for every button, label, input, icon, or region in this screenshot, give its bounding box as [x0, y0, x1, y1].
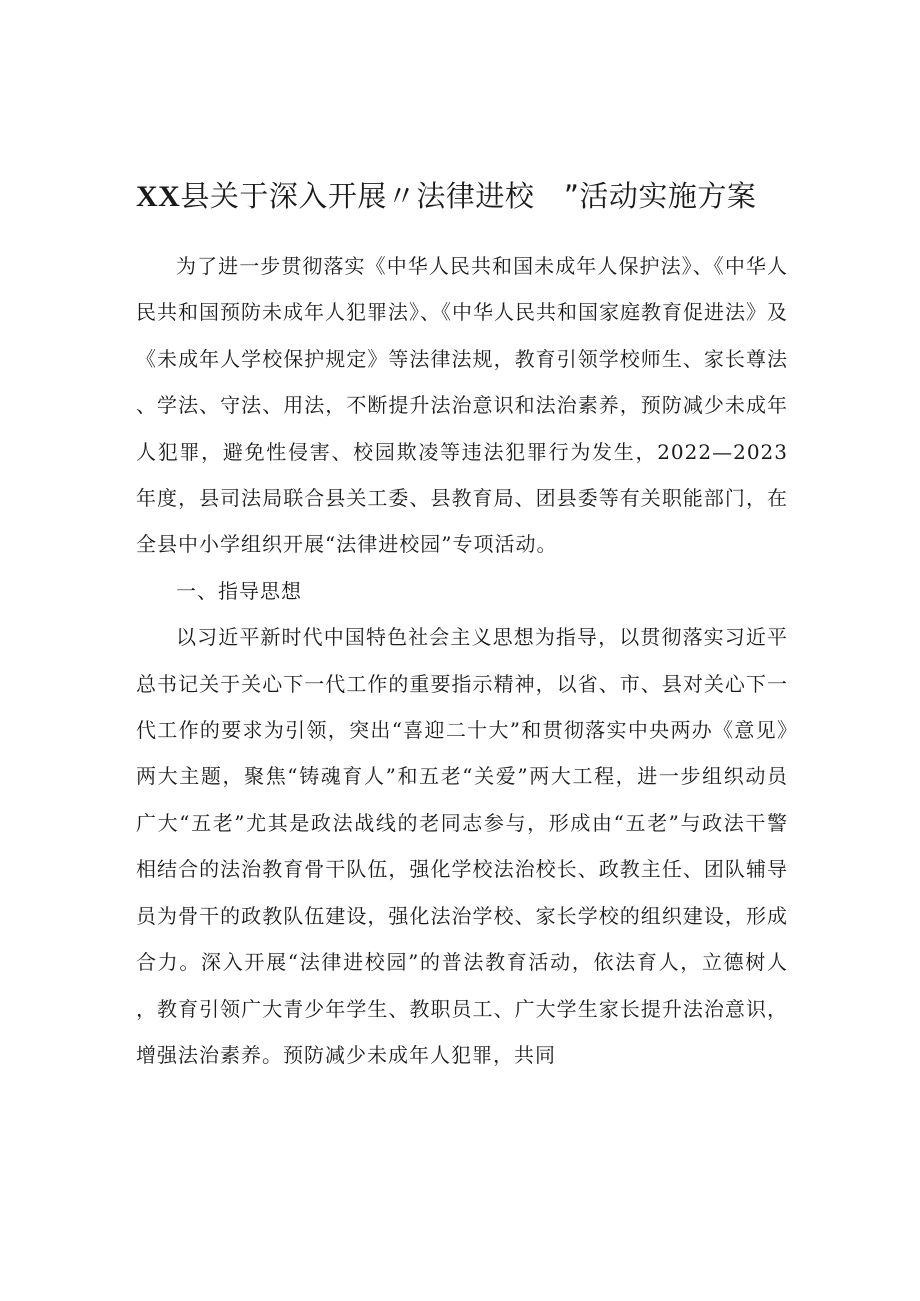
- document-body: [136, 243, 788, 1078]
- title-text: 县关于深入开展〃法律进校 ”活动实施方案: [180, 179, 757, 213]
- title-county-placeholder: XX: [136, 180, 181, 213]
- document-title: [136, 172, 796, 221]
- section-heading-guiding-ideology: 一、指导思想: [176, 578, 302, 603]
- guiding-ideology-paragraph: 以习近平新时代中国特色社会主义思想为指导，以贯彻落实习近平总书记关于关心下一代工作的重要指示精神，以省、市、县对关心下一代工作的要求为引领，突出“喜迎二十大”和贯彻落实中央两办《意见》两大主题，聚焦“铸魂育人”和五老“关爱”两大工程，进一步组织动员广大“五老”尤其是政法战线的老同志参与，形成由“五老”与政法干警相结合的法治教育骨干队伍，强化学校法治校长、政教主任、团队辅导员为骨干的政教队伍建设，强化法治学校、家长学校的组织建设，形成合力。深入开展“法律进校园”的普法教育活动，依法育人，立德树人，教育引领广大青少年学生、教职员工、广大学生家长提升法治意识，增强法治素养。预防减少未成年人犯罪，共同: [136, 625, 788, 1067]
- intro-paragraph: 为了进一步贯彻落实《中华人民共和国未成年人保护法》、《中华人民共和国预防未成年人犯罪法》、《中华人民共和国家庭教育促进法》及《未成年人学校保护规定》等法律法规，教育引领学校师生、家长尊法、学法、守法、用法，不断提升法治意识和法治素养，预防减少未成年人犯罪，避免性侵害、校园欺凌等违法犯罪行为发生，2022—2023年度，县司法局联合县关工委、县教育局、团县委等有关职能部门，在全县中小学组织开展“法律进校园”专项活动。: [136, 254, 788, 557]
